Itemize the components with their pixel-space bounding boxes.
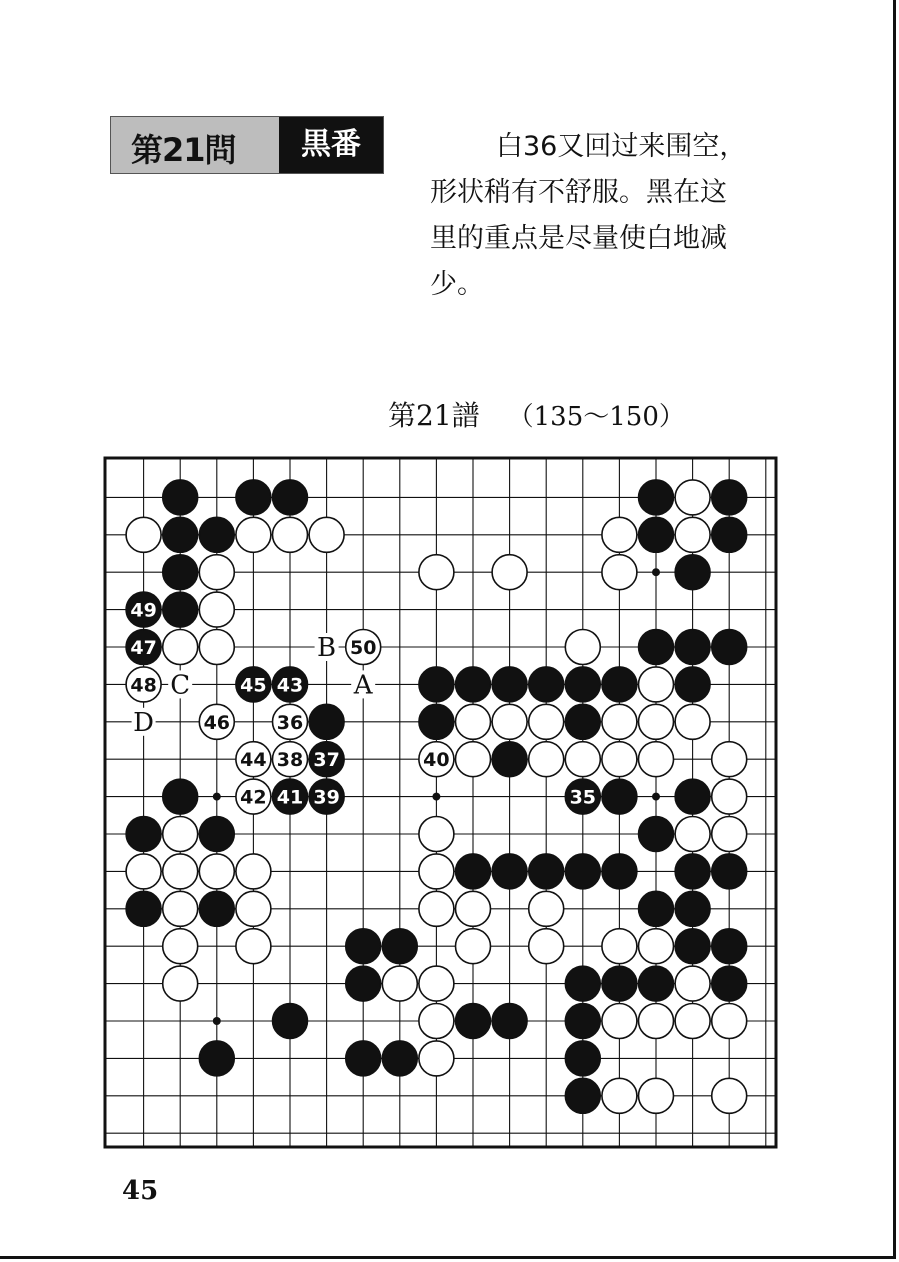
black-stone (492, 854, 527, 889)
move-number-label: 48 (130, 674, 157, 697)
black-stone (163, 480, 198, 515)
white-stone (529, 704, 564, 739)
white-stone (602, 517, 637, 552)
white-stone (456, 704, 491, 739)
black-stone (309, 704, 344, 739)
white-stone (456, 742, 491, 777)
move-number-label: 37 (313, 749, 340, 772)
black-stone (675, 779, 710, 814)
move-number-label: 49 (130, 599, 157, 622)
black-stone (565, 667, 600, 702)
white-stone (565, 742, 600, 777)
white-stone (602, 1078, 637, 1113)
move-number-label: 40 (423, 749, 450, 772)
intro-line: 里的重点是尽量使白地减 (430, 223, 727, 254)
move-number-label: 36 (276, 711, 304, 734)
problem-label: 第21問 (131, 131, 236, 169)
black-stone (602, 854, 637, 889)
move-number-label: 50 (349, 637, 377, 659)
white-stone (712, 742, 747, 777)
white-stone (199, 630, 234, 665)
black-stone (639, 517, 674, 552)
move-number-label: 47 (130, 637, 157, 659)
move-number-label: 35 (569, 786, 597, 809)
black-stone (236, 480, 271, 515)
black-stone (529, 854, 564, 889)
white-stone (236, 854, 271, 889)
black-stone (712, 630, 747, 665)
point-label: A (353, 670, 373, 701)
white-stone (419, 1041, 454, 1076)
white-stone (163, 854, 198, 889)
move-range: （135～150） (507, 402, 685, 432)
white-stone (163, 817, 198, 852)
page-number: 45 (122, 1176, 159, 1206)
white-stone (675, 1004, 710, 1039)
black-stone (163, 555, 198, 590)
black-stone (675, 555, 710, 590)
white-stone (492, 555, 527, 590)
black-stone (639, 966, 674, 1001)
black-stone (675, 854, 710, 889)
white-stone (675, 817, 710, 852)
black-stone (675, 630, 710, 665)
black-stone (565, 966, 600, 1001)
star-point (652, 793, 660, 801)
white-stone (639, 742, 674, 777)
move-number-label: 46 (203, 711, 231, 734)
black-stone (199, 817, 234, 852)
white-stone (419, 854, 454, 889)
point-label: C (170, 670, 191, 701)
black-stone (712, 929, 747, 964)
black-stone (456, 1004, 491, 1039)
white-stone (492, 704, 527, 739)
black-stone (712, 854, 747, 889)
white-stone (602, 742, 637, 777)
black-stone (675, 929, 710, 964)
white-stone (126, 854, 161, 889)
white-stone (163, 630, 198, 665)
black-stone (456, 854, 491, 889)
black-stone (199, 517, 234, 552)
white-stone (639, 1004, 674, 1039)
white-stone (639, 667, 674, 702)
black-stone (602, 966, 637, 1001)
star-point (432, 793, 440, 801)
black-stone (492, 667, 527, 702)
black-stone (712, 517, 747, 552)
white-stone (236, 517, 271, 552)
white-stone (529, 891, 564, 926)
black-stone (382, 1041, 417, 1076)
black-stone (163, 517, 198, 552)
move-number-label: 44 (240, 749, 267, 772)
white-stone (419, 966, 454, 1001)
white-stone (675, 480, 710, 515)
to-play-tag: 黒番 (279, 117, 383, 173)
black-stone (712, 966, 747, 1001)
black-stone (675, 891, 710, 926)
move-number-label: 38 (276, 749, 304, 772)
white-stone (199, 854, 234, 889)
black-stone (346, 1041, 381, 1076)
star-point (652, 568, 660, 576)
black-stone (565, 1041, 600, 1076)
black-stone (163, 592, 198, 627)
black-stone (456, 667, 491, 702)
white-stone (236, 891, 271, 926)
intro-line: 形状稍有不舒服。黑在这 (430, 177, 727, 208)
move-number-label: 43 (276, 674, 304, 697)
intro-line: 白36又回过来围空， (496, 131, 747, 162)
white-stone (675, 966, 710, 1001)
intro-line: 少。 (430, 269, 484, 300)
white-stone (602, 555, 637, 590)
move-number-label: 41 (276, 786, 304, 809)
black-stone (602, 779, 637, 814)
black-stone (565, 854, 600, 889)
white-stone (199, 555, 234, 590)
white-stone (163, 929, 198, 964)
black-stone (602, 667, 637, 702)
white-stone (163, 891, 198, 926)
black-stone (529, 667, 564, 702)
black-stone (565, 704, 600, 739)
black-stone (565, 1004, 600, 1039)
move-number-label: 42 (240, 786, 267, 809)
white-stone (712, 779, 747, 814)
white-stone (712, 1078, 747, 1113)
white-stone (529, 929, 564, 964)
white-stone (199, 592, 234, 627)
move-number-label: 39 (313, 786, 340, 809)
point-label: D (133, 707, 155, 738)
black-stone (419, 704, 454, 739)
black-stone (639, 480, 674, 515)
white-stone (529, 742, 564, 777)
white-stone (712, 1004, 747, 1039)
white-stone (419, 555, 454, 590)
black-stone (273, 1004, 308, 1039)
white-stone (675, 704, 710, 739)
black-stone (126, 891, 161, 926)
white-stone (712, 817, 747, 852)
black-stone (382, 929, 417, 964)
black-stone (639, 891, 674, 926)
black-stone (639, 817, 674, 852)
black-stone (163, 779, 198, 814)
black-stone (346, 966, 381, 1001)
black-stone (273, 480, 308, 515)
white-stone (382, 966, 417, 1001)
black-stone (712, 480, 747, 515)
black-stone (126, 817, 161, 852)
black-stone (675, 667, 710, 702)
white-stone (639, 704, 674, 739)
white-stone (126, 517, 161, 552)
white-stone (419, 817, 454, 852)
black-stone (565, 1078, 600, 1113)
white-stone (639, 929, 674, 964)
white-stone (419, 891, 454, 926)
white-stone (639, 1078, 674, 1113)
white-stone (675, 517, 710, 552)
white-stone (419, 1004, 454, 1039)
white-stone (163, 966, 198, 1001)
white-stone (456, 929, 491, 964)
white-stone (602, 1004, 637, 1039)
black-stone (199, 891, 234, 926)
point-label: B (317, 633, 337, 663)
black-stone (492, 742, 527, 777)
white-stone (236, 929, 271, 964)
black-stone (419, 667, 454, 702)
star-point (213, 1017, 221, 1025)
white-stone (273, 517, 308, 552)
black-stone (492, 1004, 527, 1039)
black-stone (199, 1041, 234, 1076)
black-stone (346, 929, 381, 964)
white-stone (602, 929, 637, 964)
white-stone (565, 630, 600, 665)
white-stone (309, 517, 344, 552)
black-stone (639, 630, 674, 665)
white-stone (456, 891, 491, 926)
star-point (213, 793, 221, 801)
diagram-title: 第21譜 (388, 399, 480, 432)
move-number-label: 45 (240, 674, 267, 697)
white-stone (602, 704, 637, 739)
